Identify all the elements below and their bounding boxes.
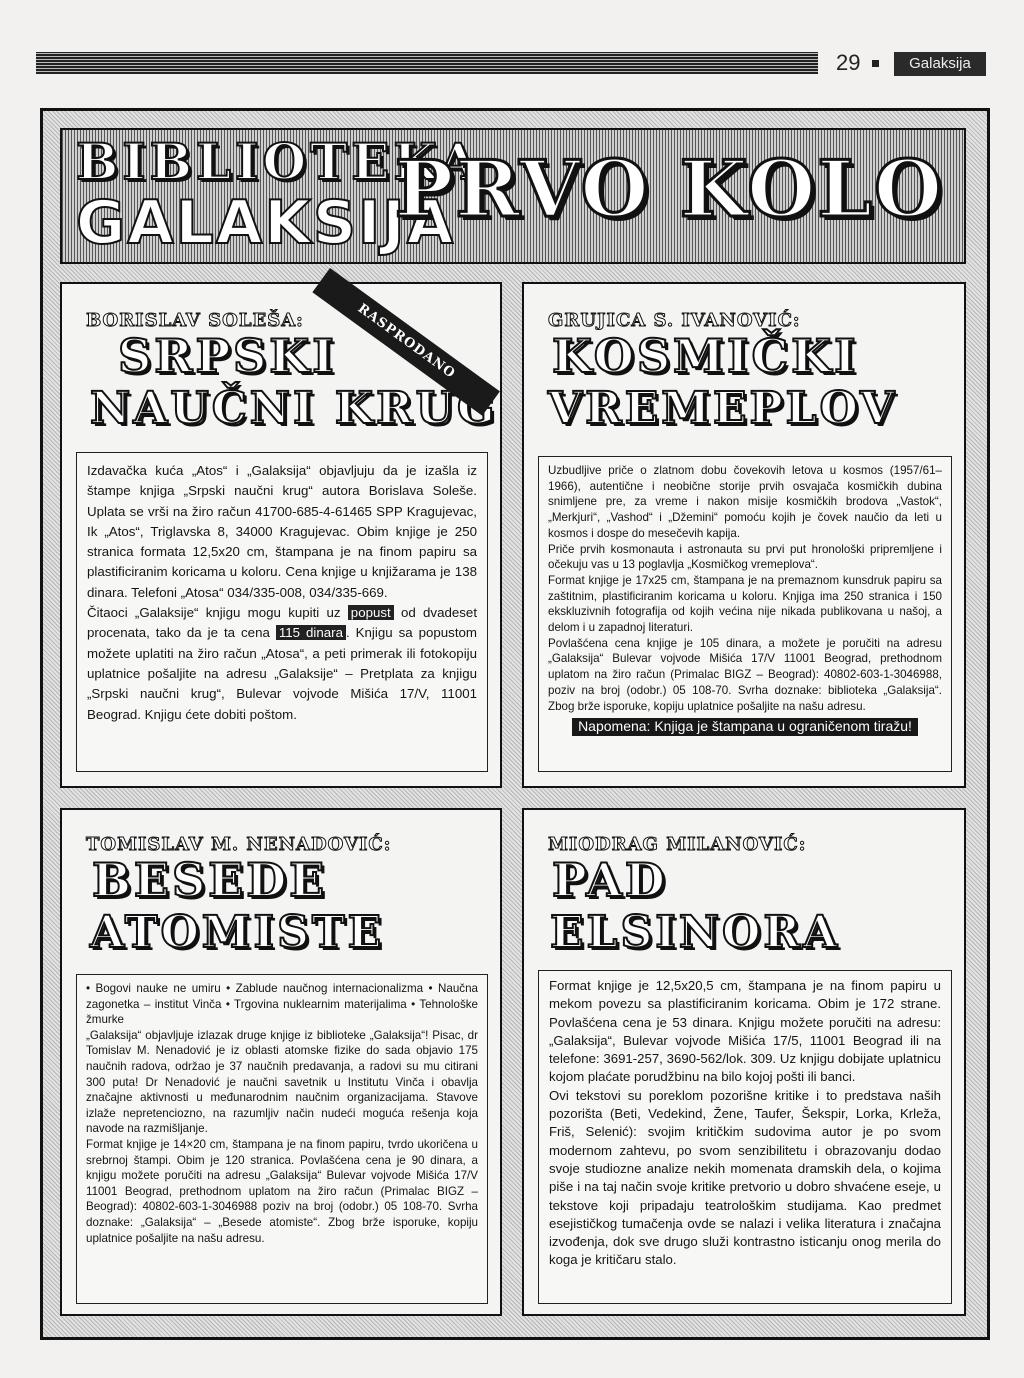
offer-text-3: . Knjigu sa popustom možete uplatiti na žiro račun „Atosa“, a peti primerak ili fotokopiju uplatnice pošaljite na adresu „Galaksije“ – Pretplata za knjigu „Srpski naučni krug“, Bulevar vojvode Mišića 17/V, 11001 Beograd. Knjigu ćete dobiti poštom. <box>87 625 477 722</box>
book-title-line2: ELSINORA <box>550 907 841 958</box>
banner <box>60 128 966 264</box>
book-paragraph: • Bogovi nauke ne umiru • Zablude naučnog internacionalizma • Naučna zagonetka – institut Vinča • Trgovina nuklearnim materijalima • Tehnološke žmurke <box>86 982 478 1027</box>
book-title-line1: PAD <box>552 853 668 907</box>
book-title-line1: BESEDE <box>92 853 328 907</box>
book-panel-pad-elsinora <box>522 808 966 1316</box>
book-title-line1: KOSMIČKI <box>552 329 859 383</box>
book-title-line2: ATOMISTE <box>90 907 385 958</box>
magazine-name: Galaksija <box>894 52 986 76</box>
book-paragraph: Ovi tekstovi su poreklom pozorišne kritike i to predstava naših pozorišta (Beti, Vedekind, Žene, Taufer, Šekspir, Lorka, Krleža, Friš, Selenić): svojim kritičkim sudovima autor je po svom modernom zahtevu, po svom senzibilitetu i obrazovanju dodao svoje studiozne analize nekih momenata dramskih dela, o kojima piše i na taj način svoje kritike pretvorio u dobro shvaćene eseje, u tekstove koji pripadaju teatrološkim studijama. Kao predmet esejističkog tumačenja ovde se nalazi i velika literatura i značajna izvođenja, dok sve drugo služi kontrastno isticanju onog merila do koga je kritičaru stalo. <box>549 1087 941 1268</box>
limited-edition-note: Napomena: Knjiga je štampana u ograničenom tiražu! <box>572 718 918 736</box>
book-paragraph: Uzbudljive priče o zlatnom dobu čovekovih letova u kosmos (1957/61–1966), autentične i neobične storije prvih osvajača kosmičkih dubina snimljene pre, za vreme i nakon misije kosmičkih brodova „Vastok“, „Merkjuri“, „Vashod“ i „Džemini“ pomoću kojih je čovek naučio da leti u kosmos i dospe do mesečevih kapija. <box>548 464 942 540</box>
price-badge: 115 dinara <box>276 625 346 640</box>
book-author: GRUJICA S. IVANOVIĆ: <box>548 310 801 331</box>
banner-galaksija-logo: GALAKSIJA <box>76 188 456 258</box>
book-panel-kosmicki-vremeplov <box>522 282 966 788</box>
header-rule <box>36 52 818 74</box>
offer-text-1: Čitaoci „Galaksije“ knjigu mogu kupiti uz <box>87 605 341 621</box>
book-paragraph: Format knjige je 12,5x20,5 cm, štampana je na finom papiru u mekom povezu sa plastificiranim koricama. Obim je 172 strane. Povlašćena cena je 53 dinara. Knjigu možete poručiti na adresu: „Galaksija“, Bulevar vojvode Mišića 17/5, 11001 Beograd ili na telefone: 3691-257, 3690-562/lok. 309. Uz knjigu dobijate uplatnicu kojom plaćate porudžbinu na bilo kojoj pošti ili banci. <box>549 978 941 1085</box>
book-paragraph: Format knjige je 17x25 cm, štampana je na premaznom kunsdruk papiru sa zaštitnim, plastificiranim koricama u koloru. Knjiga ima 250 stranica i 150 ekskluzivnih fotografija od kojih većina nije nikada publikovana u našoj, a delom i u zapadnoj literaturi. <box>548 573 942 635</box>
offer-text-2: od dvadeset procenata, tako da je ta cena <box>87 605 478 641</box>
book-description <box>538 456 952 772</box>
book-paragraph: Format knjige je 14×20 cm, štampana je na finom papiru, tvrdo ukoričena u srebrnoj štampi. Obim je 120 stranica. Povlašćena cena je 90 dinara, a knjigu možete poručiti na adresu „Galaksija“ Bulevar vojvode Mišića 17/V 11001 Beograd, prethodnom uplatom na žiro račun (Primalac BIGZ – Beograd): 40802-603-1-3046988 poziv na broj (odobr.) 05 108-70. Svrha doznake: „Galaksija“ – „Besede atomiste“. Zbog brže isporuke, kopiju uplatnice pošaljite na našu adresu. <box>86 1137 478 1245</box>
discount-badge: popust <box>348 605 394 620</box>
book-offer-text <box>87 603 477 725</box>
book-author: TOMISLAV M. NENADOVIĆ: <box>86 834 392 855</box>
banner-series-title: PRVO KOLO <box>394 144 944 235</box>
banner-biblioteka: BIBLIOTEKA <box>76 132 482 191</box>
book-author: MIODRAG MILANOVIĆ: <box>548 834 807 855</box>
page-number: 29 <box>836 50 861 75</box>
book-title-line1: SRPSKI <box>118 329 337 383</box>
book-description-text: Izdavačka kuća „Atos“ i „Galaksija“ objavljuju da je izašla iz štampe knjiga „Srpski naučni krug“ autora Borislava Soleše. Uplata se vrši na žiro račun 41700-685-4-61465 SPP Kragujevac, Ik „Atos“, Triglavska 8, 34000 Kragujevac. Obim knjige je 250 stranica formata 12,5x20 cm, štampana je na finom papiru sa plastificiranim koricama u koloru. Cena knjige u knjižarama je 138 dinara. Telefoni „Atosa“ 034/335-008, 034/335-669. <box>87 463 477 600</box>
book-paragraph: „Galaksija“ objavljuje izlazak druge knjige iz biblioteke „Galaksija“! Pisac, dr Tomislav M. Nenadović je iz oblasti atomske fizike do sada objavio 175 naučnih radova, održao je 37 naučnih predavanja, a radovi su mu citirani 300 puta! Dr Nenadović je naučni savetnik u Institutu Vinča i obavlja značajne aktivnosti u međunarodnim naučnim organizacijama. Stavove izlaže nepretenciozno, na razumljiv način nudeći moguća rešenja koja navode na razmišljanje. <box>86 1028 478 1136</box>
book-paragraph: Priče prvih kosmonauta i astronauta su prvi put hronološki pripremljene i očekuju vas u 13 poglavlja „Kosmičkog vremeplova“. <box>548 542 942 572</box>
book-description <box>76 452 488 772</box>
book-paragraph: Povlašćena cena knjige je 105 dinara, a možete je poručiti na adresu „Galaksija“ Bulevar vojvode Mišića 17/V 11001 Beograd, prethodnom uplatom na žiro račun (Primalac BIGZ – Beograd): 40802-603-1-3046988, poziv na broj (odobr.) 05 108-70. Svrha doznake: biblioteka „Galaksija“. Zbog brže isporuke, kopiju uplatnice pošaljite na našu adresu. <box>548 636 942 713</box>
book-description <box>76 974 488 1304</box>
book-description <box>538 970 952 1304</box>
book-author: BORISLAV SOLEŠA: <box>86 310 304 331</box>
book-title-line2: VREMEPLOV <box>548 383 898 434</box>
book-title-line2: NAUČNI KRUG <box>90 383 498 434</box>
book-panel-besede-atomiste <box>60 808 502 1316</box>
header-bullet <box>872 60 879 67</box>
sold-out-sash: RASPRODANO <box>312 268 500 416</box>
